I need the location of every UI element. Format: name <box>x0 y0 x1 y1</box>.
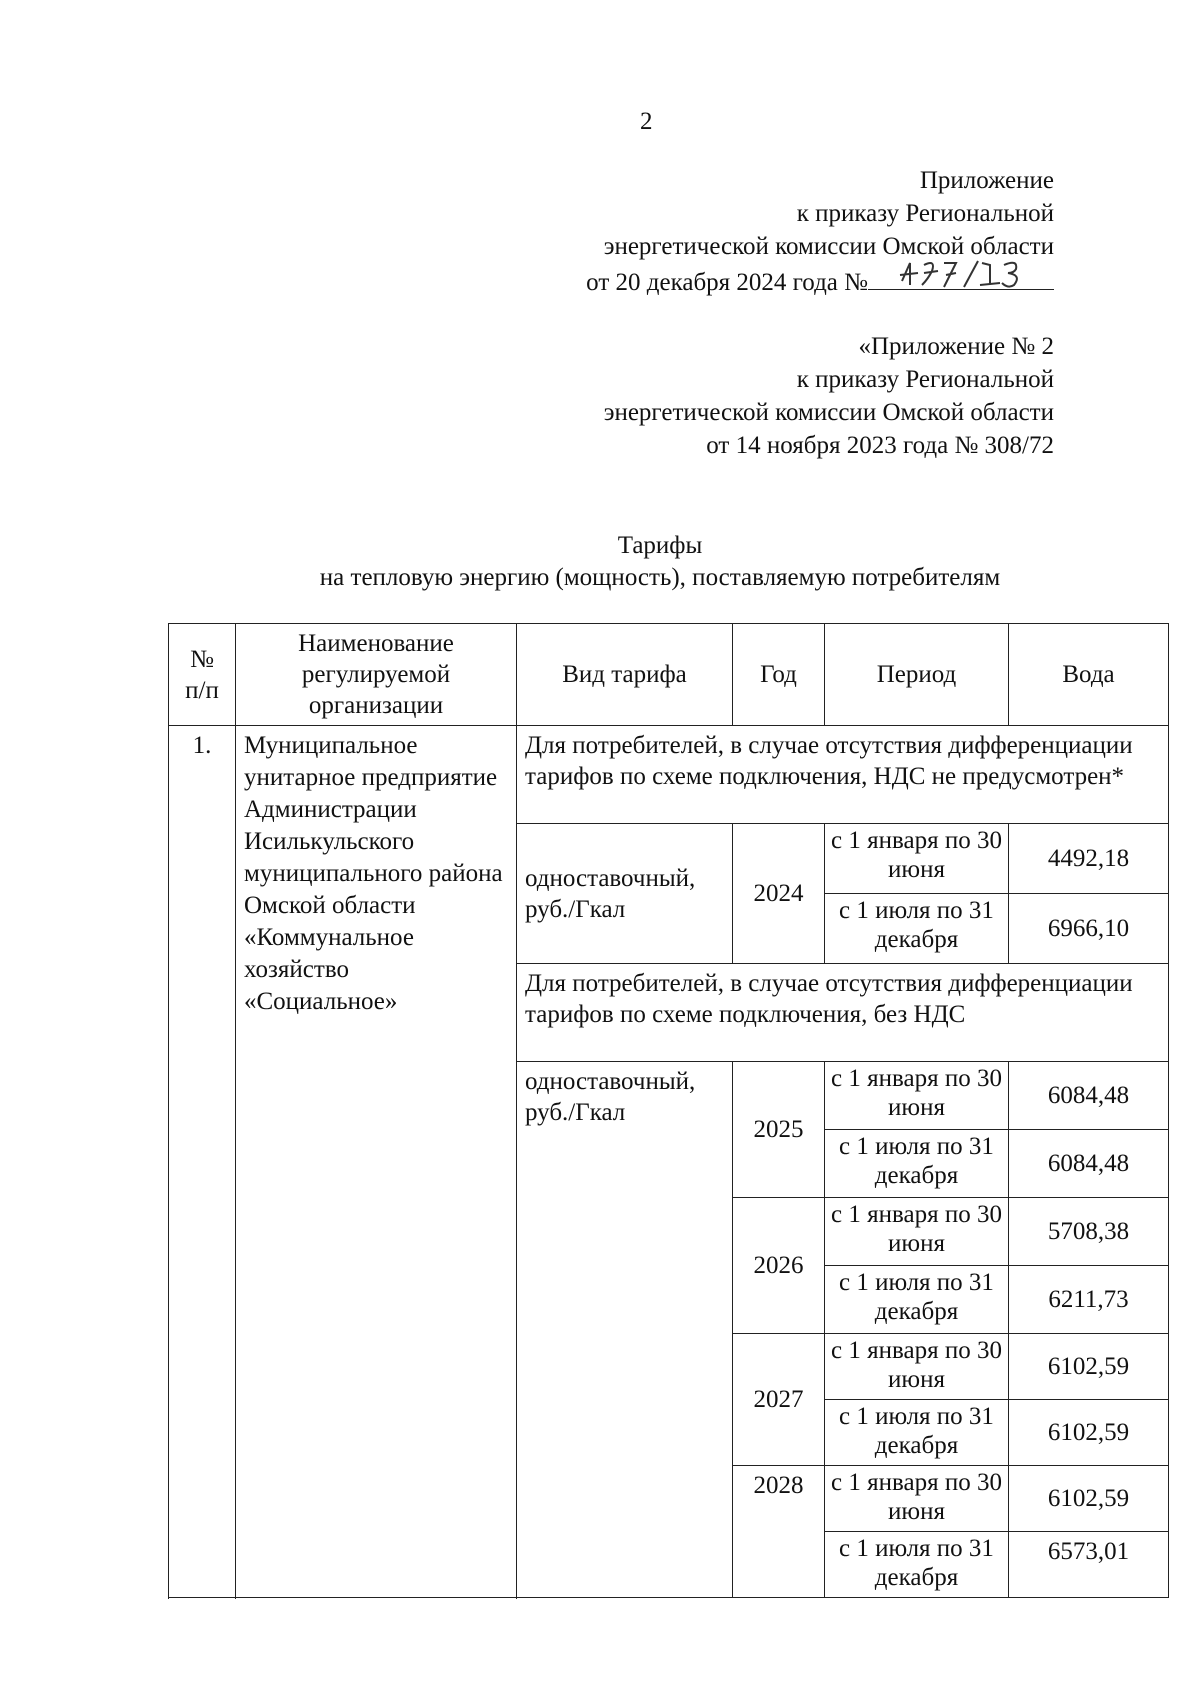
tariff-type: одноставочный, руб./Гкал <box>517 824 733 964</box>
tariff-table <box>168 623 1169 1598</box>
header-water: Вода <box>1009 624 1169 726</box>
header-tariff-type: Вид тарифа <box>517 624 733 726</box>
water-value: 6966,10 <box>1009 894 1169 964</box>
appendix-order-line: к приказу Региональной <box>796 200 1054 227</box>
period-h1: с 1 января по 30 июня <box>825 1466 1009 1532</box>
period-h2: с 1 июля по 31 декабря <box>825 894 1009 964</box>
section-2-note: Для потребителей, в случае отсутствия дифференциации тарифов по схеме подключения, без НДС <box>517 964 1169 1062</box>
handwritten-signature-number <box>896 257 1026 291</box>
water-value: 6102,59 <box>1009 1334 1169 1400</box>
period-h2: с 1 июля по 31 декабря <box>825 1266 1009 1334</box>
water-value: 6102,59 <box>1009 1400 1169 1466</box>
period-h1: с 1 января по 30 июня <box>825 1062 1009 1130</box>
year-cell: 2025 <box>733 1062 825 1198</box>
year-cell: 2027 <box>733 1334 825 1466</box>
period-h2: с 1 июля по 31 декабря <box>825 1532 1009 1598</box>
header-organization: Наименование регулируемой организации <box>236 624 517 726</box>
appendix-title: Приложение <box>919 167 1054 194</box>
table-row <box>169 726 1169 824</box>
section-1-note: Для потребителей, в случае отсутствия дифференциации тарифов по схеме подключения, НДС не предусмотрен* <box>517 726 1169 824</box>
page-number: 2 <box>640 108 653 135</box>
organization-name: Муниципальное унитарное предприятие Администрации Исилькульского муниципального района Омской области «Коммунальное хозяйство «Социальное» <box>236 726 517 1598</box>
header-period: Период <box>825 624 1009 726</box>
water-value: 5708,38 <box>1009 1198 1169 1266</box>
table-header-row <box>169 624 1169 726</box>
year-cell: 2026 <box>733 1198 825 1334</box>
row-number: 1. <box>169 726 236 1598</box>
period-h1: с 1 января по 30 июня <box>825 824 1009 894</box>
period-h1: с 1 января по 30 июня <box>825 1198 1009 1266</box>
title-line-2: на тепловую энергию (мощность), поставляемую потребителям <box>319 564 1001 591</box>
appendix-date-line <box>586 263 1054 299</box>
handwritten-order-number <box>868 263 1054 290</box>
year-cell: 2028 <box>733 1466 825 1598</box>
period-h1: с 1 января по 30 июня <box>825 1334 1009 1400</box>
tariff-type: одноставочный, руб./Гкал <box>517 1062 733 1598</box>
appendix-current-header <box>586 164 1054 299</box>
water-value: 4492,18 <box>1009 824 1169 894</box>
appendix-date-text: от 20 декабря 2024 года № <box>586 269 868 296</box>
appendix-previous-header <box>604 330 1054 462</box>
header-year: Год <box>733 624 825 726</box>
water-value: 6211,73 <box>1009 1266 1169 1334</box>
period-h2: с 1 июля по 31 декабря <box>825 1400 1009 1466</box>
period-h2: с 1 июля по 31 декабря <box>825 1130 1009 1198</box>
water-value: 6084,48 <box>1009 1130 1169 1198</box>
year-cell: 2024 <box>733 824 825 964</box>
appendix-previous-commission-line: энергетической комиссии Омской области <box>603 399 1054 426</box>
appendix-commission-line: энергетической комиссии Омской области <box>603 233 1054 260</box>
header-num: № п/п <box>169 624 236 726</box>
appendix-previous-date-line: от 14 ноября 2023 года № 308/72 <box>706 432 1054 459</box>
water-value: 6084,48 <box>1009 1062 1169 1130</box>
title-line-1: Тарифы <box>617 532 703 559</box>
water-value: 6573,01 <box>1009 1532 1169 1598</box>
document-title <box>0 530 1200 594</box>
appendix-previous-order-line: к приказу Региональной <box>796 366 1054 393</box>
appendix-previous-title: «Приложение № 2 <box>858 333 1054 360</box>
water-value: 6102,59 <box>1009 1466 1169 1532</box>
